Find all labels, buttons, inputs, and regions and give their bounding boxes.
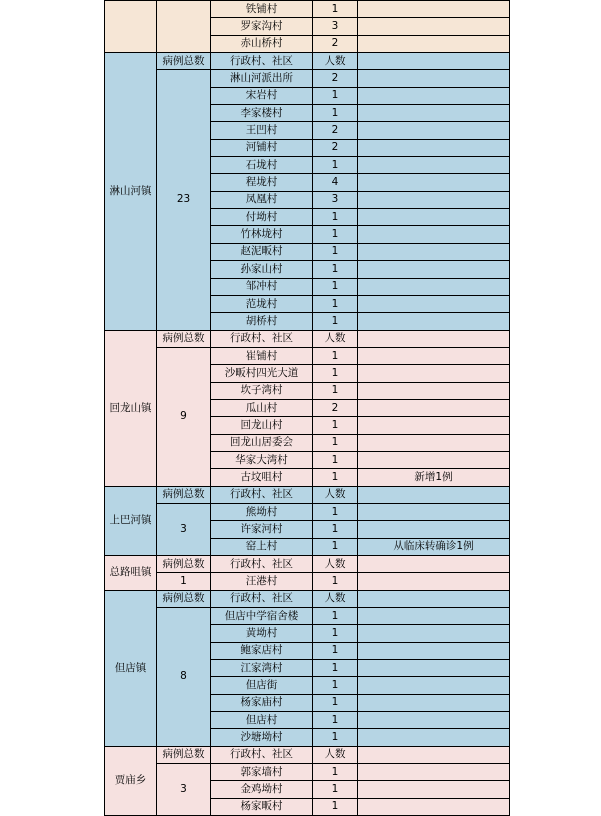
village-cell: 赵泥畈村	[211, 243, 313, 260]
count-cell: 1	[313, 417, 358, 434]
note-cell	[358, 313, 510, 330]
count-cell: 1	[313, 209, 358, 226]
village-cell: 竹林垅村	[211, 226, 313, 243]
village-cell: 金鸡坳村	[211, 781, 313, 798]
count-cell: 1	[313, 469, 358, 486]
count-cell: 1	[313, 365, 358, 382]
count-cell: 2	[313, 139, 358, 156]
table-row	[105, 608, 510, 625]
header-count-cell: 人数	[313, 486, 358, 503]
village-cell: 黄坳村	[211, 625, 313, 642]
case-total-cell: 8	[157, 608, 211, 747]
village-cell: 瓜山村	[211, 399, 313, 416]
table-row	[105, 503, 510, 520]
note-cell	[358, 70, 510, 87]
village-cell: 铁铺村	[211, 1, 313, 18]
note-cell	[358, 1, 510, 18]
village-cell: 邹冲村	[211, 278, 313, 295]
village-cell: 坎子湾村	[211, 382, 313, 399]
case-total-cell: 3	[157, 764, 211, 816]
header-count-cell: 人数	[313, 590, 358, 607]
note-cell	[358, 434, 510, 451]
header-count-cell: 人数	[313, 556, 358, 573]
village-cell: 范垅村	[211, 295, 313, 312]
village-cell: 程垅村	[211, 174, 313, 191]
header-count-cell: 人数	[313, 746, 358, 763]
table-row	[105, 764, 510, 781]
header-note-cell	[358, 486, 510, 503]
note-cell	[358, 226, 510, 243]
count-cell: 1	[313, 1, 358, 18]
note-cell	[358, 451, 510, 468]
header-total-cell: 病例总数	[157, 746, 211, 763]
note-cell	[358, 347, 510, 364]
note-cell	[358, 677, 510, 694]
village-cell: 江家湾村	[211, 660, 313, 677]
count-cell: 1	[313, 105, 358, 122]
village-cell: 古坟咀村	[211, 469, 313, 486]
note-cell	[358, 660, 510, 677]
count-cell: 2	[313, 35, 358, 52]
note-cell	[358, 729, 510, 746]
village-cell: 但店村	[211, 712, 313, 729]
note-cell	[358, 417, 510, 434]
village-cell: 回龙山居委会	[211, 434, 313, 451]
header-village-cell: 行政村、社区	[211, 53, 313, 70]
table-header-row	[105, 330, 510, 347]
village-cell: 宋岩村	[211, 87, 313, 104]
village-cell: 窑上村	[211, 538, 313, 555]
header-total-cell: 病例总数	[157, 590, 211, 607]
header-village-cell: 行政村、社区	[211, 590, 313, 607]
table-header-row	[105, 590, 510, 607]
village-cell: 鲍家店村	[211, 642, 313, 659]
count-cell: 1	[313, 729, 358, 746]
note-cell	[358, 139, 510, 156]
village-cell: 华家大湾村	[211, 451, 313, 468]
case-table-body	[105, 1, 510, 816]
count-cell: 1	[313, 503, 358, 520]
count-cell: 1	[313, 261, 358, 278]
count-cell: 1	[313, 764, 358, 781]
header-village-cell: 行政村、社区	[211, 330, 313, 347]
count-cell: 3	[313, 18, 358, 35]
table-row	[105, 573, 510, 590]
count-cell: 1	[313, 677, 358, 694]
note-cell	[358, 209, 510, 226]
case-table	[104, 0, 510, 816]
town-name-cell: 上巴河镇	[105, 486, 157, 555]
header-note-cell	[358, 556, 510, 573]
count-cell: 1	[313, 608, 358, 625]
town-name-cell: 淋山河镇	[105, 53, 157, 331]
village-cell: 回龙山村	[211, 417, 313, 434]
note-cell	[358, 18, 510, 35]
village-cell: 河铺村	[211, 139, 313, 156]
count-cell: 1	[313, 538, 358, 555]
note-cell	[358, 261, 510, 278]
note-cell	[358, 712, 510, 729]
count-cell: 1	[313, 521, 358, 538]
count-cell: 2	[313, 70, 358, 87]
village-cell: 孙家山村	[211, 261, 313, 278]
note-cell	[358, 278, 510, 295]
note-cell	[358, 35, 510, 52]
header-village-cell: 行政村、社区	[211, 486, 313, 503]
note-cell	[358, 87, 510, 104]
count-cell: 1	[313, 712, 358, 729]
note-cell	[358, 625, 510, 642]
header-village-cell: 行政村、社区	[211, 746, 313, 763]
village-cell: 沙畈村四光大道	[211, 365, 313, 382]
note-cell	[358, 105, 510, 122]
town-name-cell: 贾庙乡	[105, 746, 157, 815]
header-note-cell	[358, 590, 510, 607]
table-header-row	[105, 53, 510, 70]
village-cell: 杨家庙村	[211, 694, 313, 711]
count-cell: 1	[313, 781, 358, 798]
case-total-cell	[157, 1, 211, 53]
note-cell	[358, 122, 510, 139]
village-cell: 但店中学宿舍楼	[211, 608, 313, 625]
note-cell	[358, 382, 510, 399]
note-cell	[358, 642, 510, 659]
table-header-row	[105, 486, 510, 503]
case-total-cell: 1	[157, 573, 211, 590]
village-cell: 沙塘坳村	[211, 729, 313, 746]
note-cell	[358, 503, 510, 520]
count-cell: 1	[313, 87, 358, 104]
village-cell: 付坳村	[211, 209, 313, 226]
table-row	[105, 1, 510, 18]
note-cell	[358, 174, 510, 191]
village-cell: 汪港村	[211, 573, 313, 590]
note-cell	[358, 781, 510, 798]
count-cell: 1	[313, 660, 358, 677]
table-row	[105, 70, 510, 87]
case-total-cell: 23	[157, 70, 211, 330]
village-cell: 石垅村	[211, 157, 313, 174]
count-cell: 3	[313, 191, 358, 208]
count-cell: 1	[313, 347, 358, 364]
header-note-cell	[358, 746, 510, 763]
note-cell	[358, 573, 510, 590]
header-total-cell: 病例总数	[157, 330, 211, 347]
count-cell: 1	[313, 313, 358, 330]
village-cell: 许家河村	[211, 521, 313, 538]
count-cell: 1	[313, 157, 358, 174]
header-note-cell	[358, 330, 510, 347]
village-cell: 赤山桥村	[211, 35, 313, 52]
note-cell	[358, 191, 510, 208]
count-cell: 2	[313, 122, 358, 139]
count-cell: 1	[313, 451, 358, 468]
count-cell: 1	[313, 243, 358, 260]
village-cell: 李家楼村	[211, 105, 313, 122]
header-total-cell: 病例总数	[157, 53, 211, 70]
note-cell	[358, 157, 510, 174]
count-cell: 1	[313, 434, 358, 451]
note-cell	[358, 521, 510, 538]
count-cell: 1	[313, 573, 358, 590]
header-count-cell: 人数	[313, 330, 358, 347]
village-cell: 杨家畈村	[211, 798, 313, 815]
village-cell: 胡桥村	[211, 313, 313, 330]
header-total-cell: 病例总数	[157, 486, 211, 503]
village-cell: 罗家沟村	[211, 18, 313, 35]
village-cell: 熊坳村	[211, 503, 313, 520]
town-name-cell: 但店镇	[105, 590, 157, 746]
note-cell	[358, 764, 510, 781]
village-cell: 但店街	[211, 677, 313, 694]
town-name-cell: 回龙山镇	[105, 330, 157, 486]
table-header-row	[105, 556, 510, 573]
count-cell: 4	[313, 174, 358, 191]
note-cell	[358, 694, 510, 711]
village-cell: 崔铺村	[211, 347, 313, 364]
note-cell	[358, 399, 510, 416]
village-cell: 郭家墙村	[211, 764, 313, 781]
header-total-cell: 病例总数	[157, 556, 211, 573]
count-cell: 1	[313, 278, 358, 295]
count-cell: 1	[313, 798, 358, 815]
count-cell: 1	[313, 382, 358, 399]
count-cell: 1	[313, 226, 358, 243]
count-cell: 1	[313, 694, 358, 711]
header-count-cell: 人数	[313, 53, 358, 70]
count-cell: 1	[313, 625, 358, 642]
header-village-cell: 行政村、社区	[211, 556, 313, 573]
note-cell	[358, 295, 510, 312]
village-cell: 王凹村	[211, 122, 313, 139]
village-cell: 淋山河派出所	[211, 70, 313, 87]
note-cell	[358, 365, 510, 382]
count-cell: 2	[313, 399, 358, 416]
note-cell: 新增1例	[358, 469, 510, 486]
count-cell: 1	[313, 295, 358, 312]
header-note-cell	[358, 53, 510, 70]
table-header-row	[105, 746, 510, 763]
note-cell: 从临床转确诊1例	[358, 538, 510, 555]
village-cell: 凤凰村	[211, 191, 313, 208]
table-row	[105, 347, 510, 364]
town-name-cell: 总路咀镇	[105, 556, 157, 591]
note-cell	[358, 608, 510, 625]
case-total-cell: 9	[157, 347, 211, 486]
case-total-cell: 3	[157, 503, 211, 555]
town-name-cell	[105, 1, 157, 53]
note-cell	[358, 798, 510, 815]
note-cell	[358, 243, 510, 260]
count-cell: 1	[313, 642, 358, 659]
